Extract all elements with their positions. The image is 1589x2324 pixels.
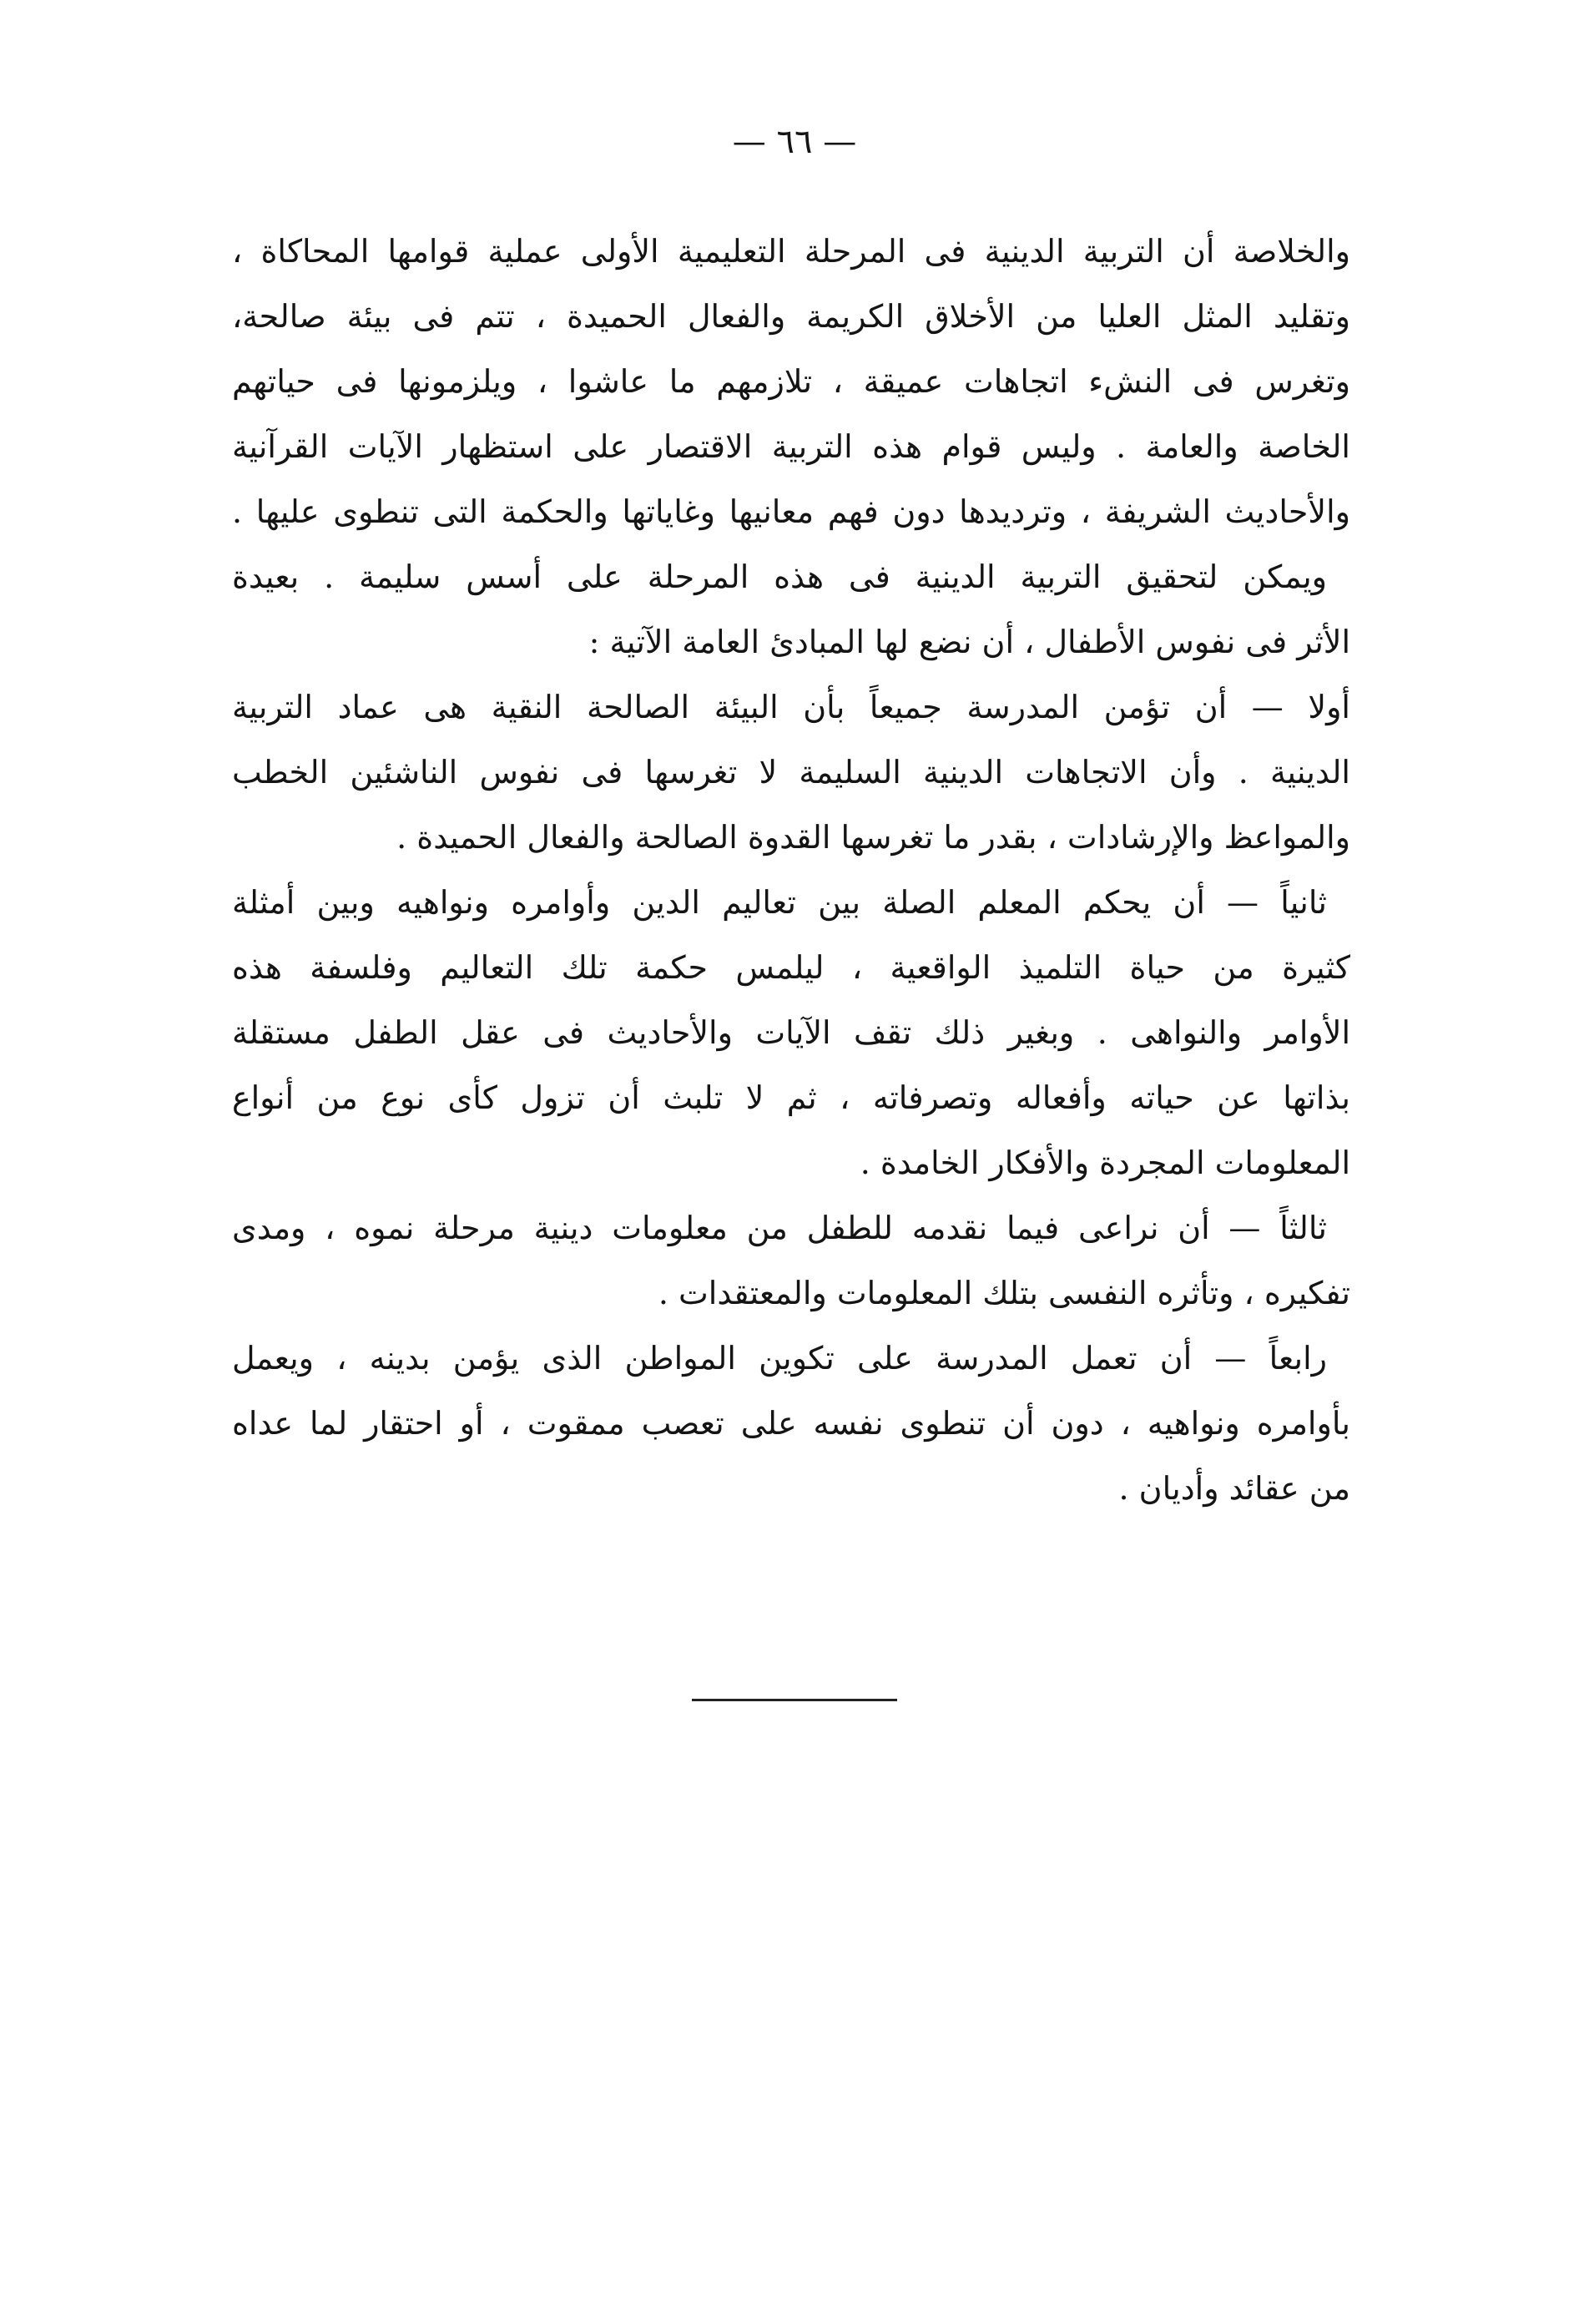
text-line: الخاصة والعامة . وليس قوام هذه التربية الاقتصار على استظهار الآيات القرآنية (232, 428, 1350, 465)
text-line: ثالثاً — أن نراعى فيما نقدمه للطفل من معلومات دينية مرحلة نموه ، ومدى (232, 1210, 1327, 1246)
end-separator-rule (692, 1699, 897, 1701)
body-text (232, 219, 1350, 1521)
text-line: وتغرس فى النشء اتجاهات عميقة ، تلازمهم ما عاشوا ، ويلزمونها فى حياتهم (232, 363, 1350, 400)
text-line: الدينية . وأن الاتجاهات الدينية السليمة لا تغرسها فى نفوس الناشئين الخطب (232, 754, 1350, 791)
text-line: كثيرة من حياة التلميذ الواقعية ، ليلمس حكمة تلك التعاليم وفلسفة هذه (232, 949, 1350, 986)
text-line: بأوامره ونواهيه ، دون أن تنطوى نفسه على تعصب ممقوت ، أو احتقار لما عداه (232, 1405, 1350, 1442)
text-line: الأثر فى نفوس الأطفال ، أن نضع لها المبادئ العامة الآتية : (588, 624, 1350, 660)
text-line: أولا — أن تؤمن المدرسة جميعاً بأن البيئة الصالحة النقية هى عماد التربية (232, 689, 1350, 725)
text-line: والخلاصة أن التربية الدينية فى المرحلة التعليمية الأولى عملية قوامها المحاكاة ، (232, 233, 1350, 270)
text-line: من عقائد وأديان . (1118, 1470, 1350, 1507)
text-line: رابعاً — أن تعمل المدرسة على تكوين المواطن الذى يؤمن بدينه ، ويعمل (232, 1340, 1327, 1377)
text-line: والأحاديث الشريفة ، وترديدها دون فهم معانيها وغاياتها والحكمة التى تنطوى عليها . (232, 493, 1350, 530)
text-line: والمواعظ والإرشادات ، بقدر ما تغرسها القدوة الصالحة والفعال الحميدة . (396, 819, 1350, 856)
text-line: تفكيره ، وتأثره النفسى بتلك المعلومات والمعتقدات . (658, 1275, 1350, 1311)
text-line: بذاتها عن حياته وأفعاله وتصرفاته ، ثم لا تلبث أن تزول كأى نوع من أنواع (232, 1079, 1350, 1116)
text-line: المعلومات المجردة والأفكار الخامدة . (860, 1144, 1350, 1181)
text-line: وتقليد المثل العليا من الأخلاق الكريمة والفعال الحميدة ، تتم فى بيئة صالحة، (232, 298, 1350, 335)
text-line: الأوامر والنواهى . وبغير ذلك تقف الآيات والأحاديث فى عقل الطفل مستقلة (232, 1014, 1350, 1051)
page-number: — ٦٦ — (732, 123, 857, 161)
text-line: ويمكن لتحقيق التربية الدينية فى هذه المرحلة على أسس سليمة . بعيدة (232, 558, 1327, 595)
text-line: ثانياً — أن يحكم المعلم الصلة بين تعاليم الدين وأوامره ونواهيه وبين أمثلة (232, 884, 1327, 921)
